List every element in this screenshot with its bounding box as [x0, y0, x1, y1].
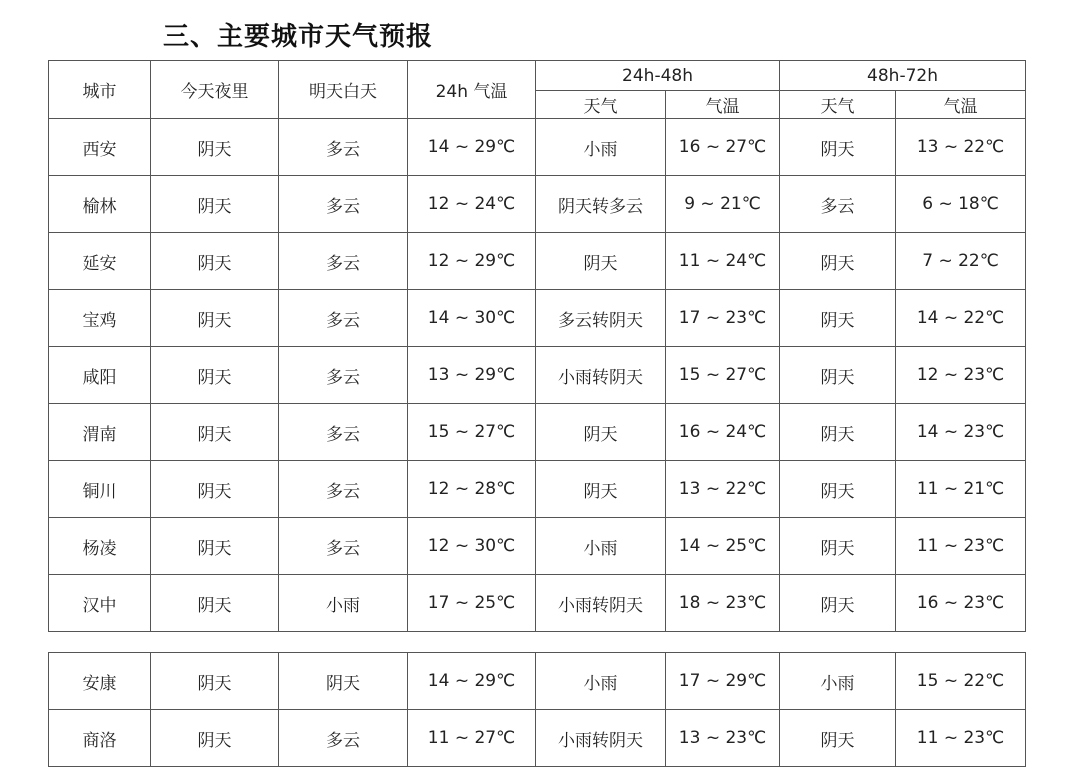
cell-tomorrow-day: 多云	[279, 404, 408, 461]
cell-tonight: 阴天	[151, 575, 279, 632]
cell-temp-48-72: 16 ~ 23℃	[896, 575, 1026, 632]
cell-weather-24-48: 阴天	[536, 404, 666, 461]
table-row	[49, 119, 1026, 176]
header-tonight: 今天夜里	[151, 61, 279, 119]
cell-temp-48-72: 15 ~ 22℃	[896, 653, 1026, 710]
cell-weather-24-48: 小雨转阴天	[536, 575, 666, 632]
cell-weather-48-72: 阴天	[780, 347, 896, 404]
cell-weather-48-72: 阴天	[780, 404, 896, 461]
cell-weather-24-48: 小雨	[536, 119, 666, 176]
cell-city: 商洛	[49, 710, 151, 767]
header-temp-48: 气温	[666, 91, 780, 119]
cell-tomorrow-day: 小雨	[279, 575, 408, 632]
header-range-48-72: 48h-72h	[780, 61, 1026, 91]
table-row	[49, 176, 1026, 233]
cell-tonight: 阴天	[151, 653, 279, 710]
table-row	[49, 347, 1026, 404]
table-row	[49, 653, 1026, 710]
cell-temp-24h: 14 ~ 29℃	[408, 119, 536, 176]
cell-temp-24h: 12 ~ 24℃	[408, 176, 536, 233]
table-row	[49, 575, 1026, 632]
cell-temp-24h: 12 ~ 29℃	[408, 233, 536, 290]
cell-weather-48-72: 多云	[780, 176, 896, 233]
cell-temp-48-72: 6 ~ 18℃	[896, 176, 1026, 233]
cell-tonight: 阴天	[151, 710, 279, 767]
cell-tonight: 阴天	[151, 290, 279, 347]
cell-weather-24-48: 阴天	[536, 461, 666, 518]
cell-temp-24-48: 14 ~ 25℃	[666, 518, 780, 575]
cell-temp-24-48: 17 ~ 23℃	[666, 290, 780, 347]
cell-tonight: 阴天	[151, 461, 279, 518]
table-row	[49, 233, 1026, 290]
cell-temp-24-48: 11 ~ 24℃	[666, 233, 780, 290]
cell-tonight: 阴天	[151, 404, 279, 461]
table-row	[49, 461, 1026, 518]
header-weather-48: 天气	[536, 91, 666, 119]
cell-weather-48-72: 阴天	[780, 575, 896, 632]
cell-tomorrow-day: 阴天	[279, 653, 408, 710]
cell-city: 杨凌	[49, 518, 151, 575]
cell-city: 咸阳	[49, 347, 151, 404]
cell-tonight: 阴天	[151, 518, 279, 575]
cell-tonight: 阴天	[151, 347, 279, 404]
cell-temp-48-72: 14 ~ 22℃	[896, 290, 1026, 347]
cell-temp-24h: 13 ~ 29℃	[408, 347, 536, 404]
cell-tomorrow-day: 多云	[279, 710, 408, 767]
cell-weather-24-48: 阴天转多云	[536, 176, 666, 233]
cell-weather-48-72: 阴天	[780, 119, 896, 176]
cell-city: 榆林	[49, 176, 151, 233]
table-row	[49, 710, 1026, 767]
cell-temp-48-72: 12 ~ 23℃	[896, 347, 1026, 404]
cell-temp-24-48: 16 ~ 27℃	[666, 119, 780, 176]
cell-tomorrow-day: 多云	[279, 347, 408, 404]
cell-temp-24-48: 9 ~ 21℃	[666, 176, 780, 233]
cell-tonight: 阴天	[151, 119, 279, 176]
cell-temp-24h: 15 ~ 27℃	[408, 404, 536, 461]
header-city: 城市	[49, 61, 151, 119]
cell-weather-48-72: 阴天	[780, 290, 896, 347]
cell-city: 延安	[49, 233, 151, 290]
cell-temp-48-72: 7 ~ 22℃	[896, 233, 1026, 290]
cell-city: 宝鸡	[49, 290, 151, 347]
cell-temp-48-72: 13 ~ 22℃	[896, 119, 1026, 176]
cell-tomorrow-day: 多云	[279, 176, 408, 233]
cell-weather-48-72: 阴天	[780, 461, 896, 518]
table-row	[49, 404, 1026, 461]
cell-temp-48-72: 11 ~ 23℃	[896, 518, 1026, 575]
cell-weather-24-48: 小雨转阴天	[536, 710, 666, 767]
cell-tonight: 阴天	[151, 233, 279, 290]
cell-weather-48-72: 阴天	[780, 518, 896, 575]
cell-temp-24-48: 17 ~ 29℃	[666, 653, 780, 710]
cell-weather-24-48: 阴天	[536, 233, 666, 290]
cell-temp-24h: 17 ~ 25℃	[408, 575, 536, 632]
header-tomorrow-day: 明天白天	[279, 61, 408, 119]
cell-weather-48-72: 阴天	[780, 710, 896, 767]
header-weather-72: 天气	[780, 91, 896, 119]
cell-temp-24h: 14 ~ 30℃	[408, 290, 536, 347]
cell-weather-24-48: 小雨转阴天	[536, 347, 666, 404]
cell-temp-48-72: 14 ~ 23℃	[896, 404, 1026, 461]
cell-temp-24-48: 13 ~ 23℃	[666, 710, 780, 767]
cell-tomorrow-day: 多云	[279, 518, 408, 575]
cell-weather-24-48: 小雨	[536, 653, 666, 710]
cell-weather-48-72: 小雨	[780, 653, 896, 710]
cell-temp-24h: 14 ~ 29℃	[408, 653, 536, 710]
cell-city: 西安	[49, 119, 151, 176]
cell-temp-24h: 12 ~ 30℃	[408, 518, 536, 575]
cell-city: 安康	[49, 653, 151, 710]
cell-city: 渭南	[49, 404, 151, 461]
cell-tomorrow-day: 多云	[279, 119, 408, 176]
table-row	[49, 290, 1026, 347]
cell-temp-48-72: 11 ~ 23℃	[896, 710, 1026, 767]
cell-weather-24-48: 多云转阴天	[536, 290, 666, 347]
cell-temp-24h: 11 ~ 27℃	[408, 710, 536, 767]
cell-tomorrow-day: 多云	[279, 290, 408, 347]
page-title: 三、主要城市天气预报	[163, 22, 434, 52]
cell-temp-24h: 12 ~ 28℃	[408, 461, 536, 518]
forecast-table	[48, 60, 1026, 632]
cell-temp-24-48: 16 ~ 24℃	[666, 404, 780, 461]
forecast-table-continued	[48, 652, 1026, 767]
header-temp-24h: 24h 气温	[408, 61, 536, 119]
cell-temp-48-72: 11 ~ 21℃	[896, 461, 1026, 518]
cell-city: 铜川	[49, 461, 151, 518]
cell-tonight: 阴天	[151, 176, 279, 233]
cell-tomorrow-day: 多云	[279, 461, 408, 518]
cell-tomorrow-day: 多云	[279, 233, 408, 290]
table-row	[49, 518, 1026, 575]
cell-weather-48-72: 阴天	[780, 233, 896, 290]
cell-temp-24-48: 13 ~ 22℃	[666, 461, 780, 518]
cell-weather-24-48: 小雨	[536, 518, 666, 575]
header-temp-72: 气温	[896, 91, 1026, 119]
cell-temp-24-48: 15 ~ 27℃	[666, 347, 780, 404]
cell-temp-24-48: 18 ~ 23℃	[666, 575, 780, 632]
header-range-24-48: 24h-48h	[536, 61, 780, 91]
cell-city: 汉中	[49, 575, 151, 632]
